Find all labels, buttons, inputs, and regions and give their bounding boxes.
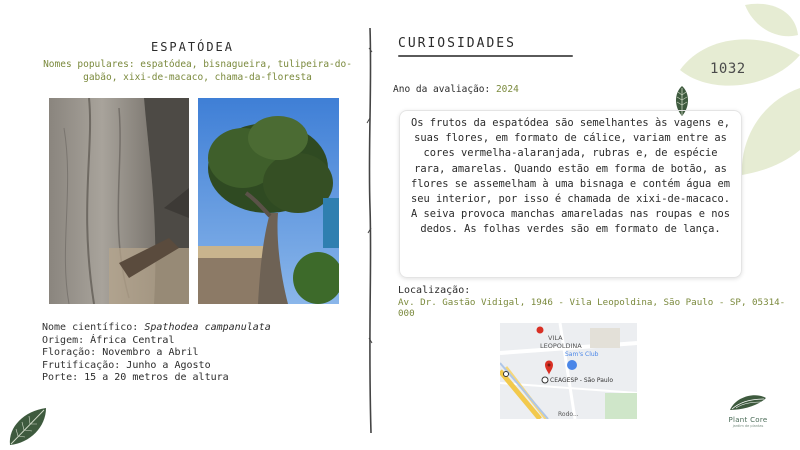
fact-size: Porte: 15 a 20 metros de altura [42, 372, 229, 383]
tree-photo [198, 98, 339, 304]
curiosities-underline [398, 55, 573, 57]
popular-names-label: Nomes populares: [43, 59, 135, 70]
evaluation-year-value: 2024 [490, 84, 519, 95]
fact-scientific-name: Nome científico: Spathodea campanulata [42, 322, 271, 333]
popular-names [40, 58, 355, 84]
curiosities-title: CURIOSIDADES [398, 36, 516, 51]
fact-flowering: Floração: Novembro a Abril [42, 347, 199, 358]
map-place-1: Sam's Club [565, 351, 599, 358]
map-district-label: VILA LEOPOLDINA [540, 334, 582, 350]
trunk-photo [49, 98, 189, 304]
brand-name: Plant Core [728, 416, 768, 424]
evaluation-year-label: Ano da avaliação: [393, 84, 491, 95]
map-place-2: CEAGESP - São Paulo [550, 377, 614, 384]
curiosities-description: Os frutos da espatódea são semelhantes às vagens e, suas flores, em formato de cálice, variam entre as cores vermelha-alaranjada, rubras e, de espécie rara, amarelas. Quando estão em forma de botão, as flores se assemelham à uma bisnaga e contém água em seu interior, por isso é chamada de xixi-de-macaco. A seiva provoca manchas amareladas nas roupas e nos dedos. As folhas verdes são em formato de lança. [399, 110, 742, 278]
location-label: Localização: [398, 285, 471, 296]
leaf-bottom-left-icon [6, 405, 48, 447]
brand-tagline: jardim de plantas [732, 424, 764, 428]
brand-logo [718, 392, 778, 428]
column-divider [366, 28, 374, 433]
plant-core-leaf-icon [728, 392, 768, 412]
plant-facts [42, 322, 271, 385]
evaluation-year [393, 84, 519, 95]
location-address: Av. Dr. Gastão Vidigal, 1946 - Vila Leopoldina, São Paulo - SP, 05314-000 [398, 297, 786, 319]
evaluation-number-badge: 1032 [710, 61, 746, 77]
popular-names-value: espatódea, bisnagueira, tulipeira-do-gabão, xixi-de-macaco, chama-da-floresta [83, 59, 352, 83]
map-street: Rodo... [558, 411, 579, 418]
fact-fruiting: Frutificação: Junho a Agosto [42, 359, 211, 371]
plant-title: ESPATÓDEA [150, 40, 235, 54]
fact-origin: Origem: África Central [42, 334, 175, 346]
location-map[interactable] [500, 323, 637, 419]
